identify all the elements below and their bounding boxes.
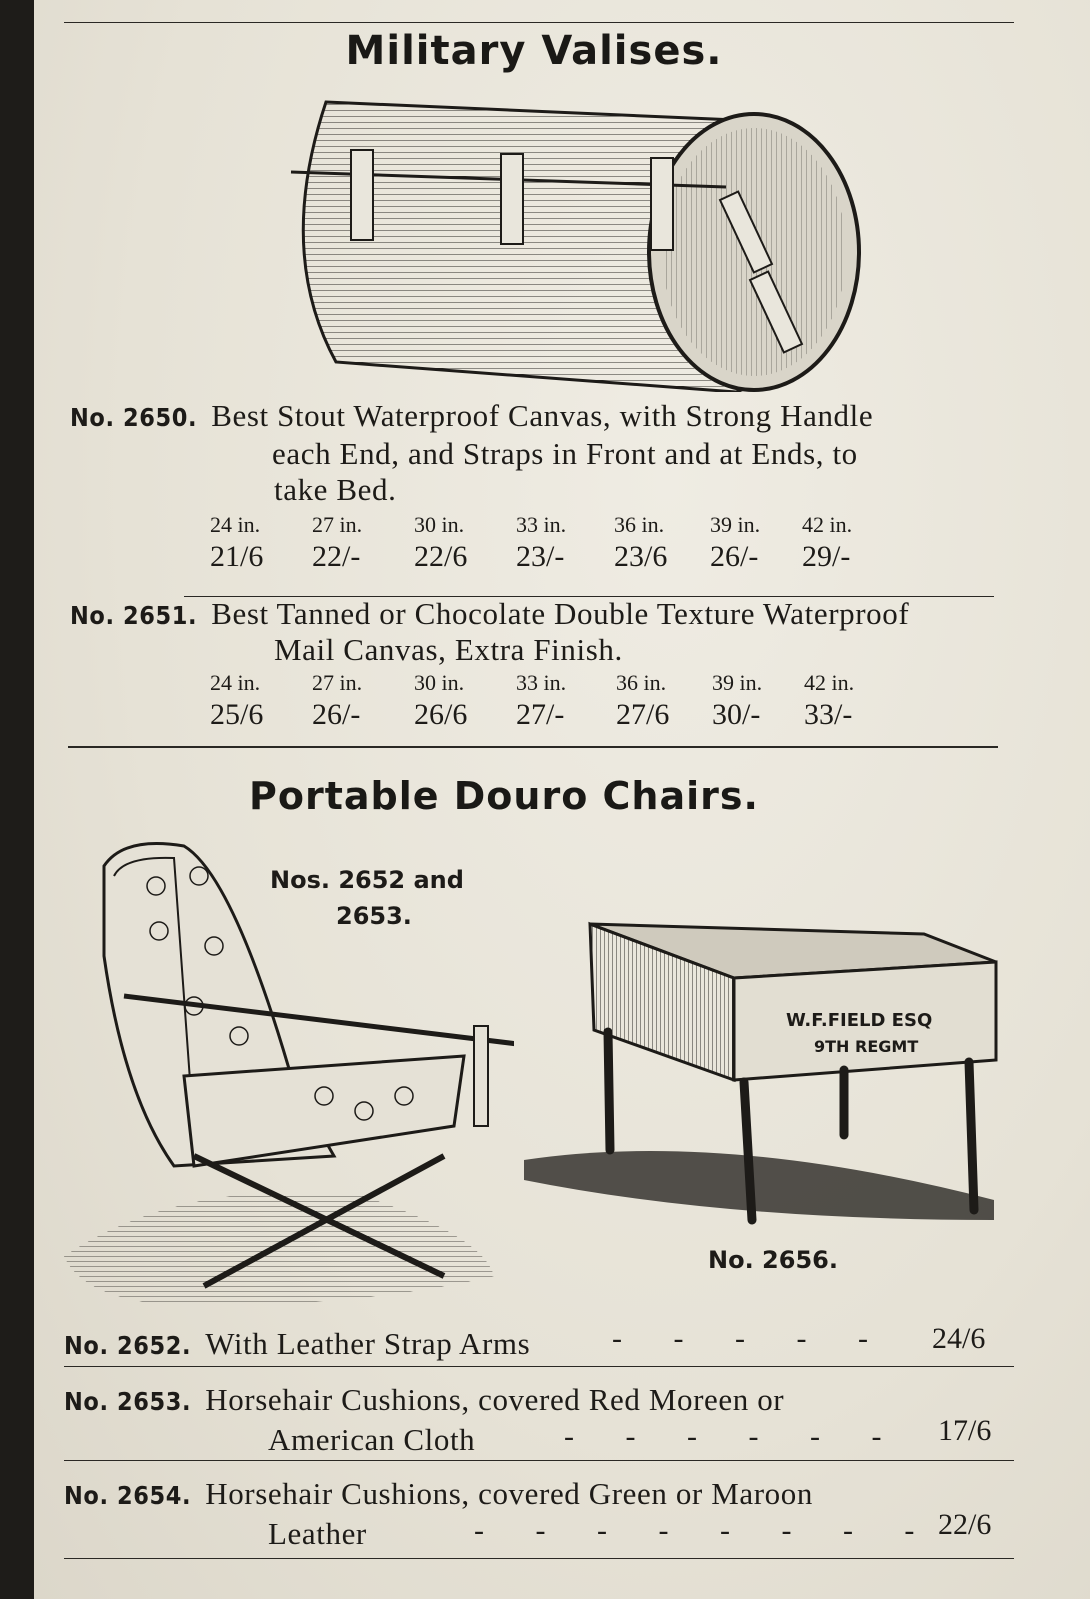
item-2653-price: 17/6 [938,1414,992,1447]
military-valises-heading: Military Valises. [345,28,723,74]
size-col: 36 in. 27/6 [616,670,670,731]
size-col: 27 in. 26/- [312,670,363,731]
item-2651-number: No. 2651. [70,601,198,630]
item-2653-leader-dashes: - - - - - - [564,1420,904,1453]
size-col: 24 in. 21/6 [210,512,264,573]
size-col: 33 in. 23/- [516,512,567,573]
item-2650-line-2: each End, and Straps in Front and at Ends, to [272,436,858,471]
size-col: 33 in. 27/- [516,670,567,731]
size-col: 27 in. 22/- [312,512,363,573]
item-2651-line-2: Mail Canvas, Extra Finish. [274,632,623,667]
item-2651-line-1: No. 2651. Best Tanned or Chocolate Double Texture Waterproof [70,596,910,631]
item-2652-price: 24/6 [932,1322,986,1355]
divider-2 [68,746,998,748]
divider-4 [64,1460,1014,1461]
trunk-label-line-2: 9TH REGMT [814,1037,919,1056]
size-col: 42 in. 29/- [802,512,853,573]
item-2654-leader-dashes: - - - - - - - - [474,1514,937,1547]
chair-caption-line-2: 2653. [336,902,412,930]
item-2654-price: 22/6 [938,1508,992,1541]
item-2650-number: No. 2650. [70,403,198,432]
divider-3 [64,1366,1014,1367]
item-2652-leader-dashes: - - - - - [612,1322,890,1355]
chair-caption-line-1: Nos. 2652 and [270,866,464,894]
size-col: 39 in. 26/- [710,512,761,573]
size-col: 36 in. 23/6 [614,512,668,573]
size-col: 39 in. 30/- [712,670,763,731]
catalogue-page [34,0,1090,1599]
trunk-label-line-1: W.F.FIELD ESQ [786,1010,933,1031]
size-col: 24 in. 25/6 [210,670,264,731]
item-2650-price-table [210,512,892,574]
size-col: 30 in. 22/6 [414,512,468,573]
item-2652-number: No. 2652. [64,1331,192,1360]
item-2653-line-2: American Cloth [268,1422,476,1457]
douro-chair-illustration [64,836,514,1316]
item-2654-line-2: Leather [268,1516,367,1551]
item-2653-line-1: No. 2653. Horsehair Cushions, covered Red Moreen or [64,1382,785,1417]
valise-illustration [256,92,876,392]
item-2651-price-table [210,670,894,732]
size-col: 42 in. 33/- [804,670,855,731]
item-2652-line-1: No. 2652. With Leather Strap Arms [64,1326,531,1361]
table-caption: No. 2656. [708,1246,838,1274]
douro-chairs-heading: Portable Douro Chairs. [249,774,759,818]
divider-5 [64,1558,1014,1559]
top-rule [64,22,1014,23]
item-2654-line-1: No. 2654. Horsehair Cushions, covered Green or Maroon [64,1476,813,1511]
item-2653-number: No. 2653. [64,1387,192,1416]
item-2650-line-3: take Bed. [274,472,397,507]
camp-table-illustration [524,920,1004,1230]
item-2654-number: No. 2654. [64,1481,192,1510]
size-col: 30 in. 26/6 [414,670,468,731]
item-2650-line-1: No. 2650. Best Stout Waterproof Canvas, with Strong Handle [70,398,874,433]
